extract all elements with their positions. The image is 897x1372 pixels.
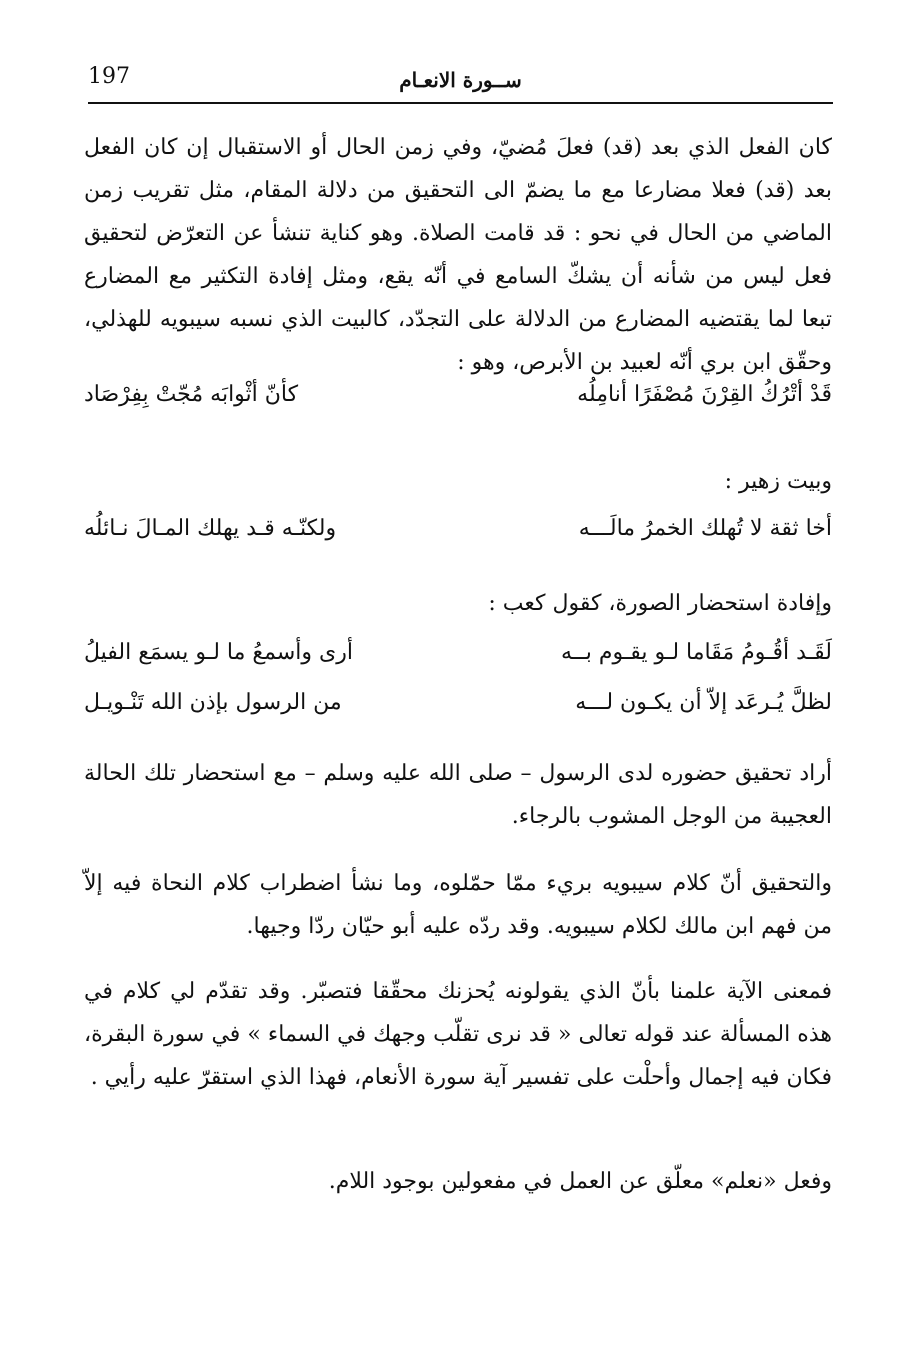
verse-line-4 — [84, 690, 832, 734]
paragraph-1: كان الفعل الذي بعد (قد) فعلَ مُضيّ، وفي زمن الحال أو الاستقبال إن كان الفعل بعد (قد) فعلا مضارعا مع ما يضمّ الى التحقيق من دلالة المقام، مثل تقريب زمن الماضي من الحال في نحو : قد قامت الصلاة. وهو كناية تنشأ عن التعرّض لتحقيق فعل ليس من شأنه أن يشكّ السامع في أنّه يقع، ومثل إفادة التكثير مع المضارع تبعا لما يقتضيه المضارع من الدلالة على التجدّد، كالبيت الذي نسبه سيبويه للهذلي، وحقّق ابن بري أنّه لعبيد بن الأبرص، وهو : — [84, 135, 832, 375]
intro-zuhair: وبيت زهير : — [724, 469, 832, 494]
page-header — [88, 62, 833, 104]
verse-hemistich-second: من الرسول بإذن الله تَنْـويـل — [84, 690, 342, 715]
verse-hemistich-second: كأنّ أثْوابَه مُجّتْ بِفِرْصَاد — [84, 382, 299, 407]
running-title: ســورة الانعـام — [399, 68, 522, 92]
verse-hemistich-first: لَقَـد أقُـومُ مَقَاما لـو يقـوم بــه — [561, 640, 832, 665]
verse-hemistich-first: قَدْ أتْرُكُ القِرْنَ مُصْفَرًا أنامِلُه — [577, 382, 832, 407]
intro-kaab: وإفادة استحضار الصورة، كقول كعب : — [488, 591, 832, 616]
paragraph-4: فمعنى الآية علمنا بأنّ الذي يقولونه يُحزنك محقّقا فتصبّر. وقد تقدّم لي كلام في هذه المسألة عند قوله تعالى « قد نرى تقلّب وجهك في السماء » في سورة البقرة، فكان فيه إجمال وأحلْت على تفسير آية سورة الأنعام، فهذا الذي استقرّ عليه رأيي . — [84, 979, 832, 1090]
verse-hemistich-first: لظلَّ يُـرعَد إلاّ أن يكـون لـــه — [575, 690, 832, 715]
paragraph-3: والتحقيق أنّ كلام سيبويه بريء ممّا حمّلوه، وما نشأ اضطراب كلام النحاة فيه إلاّ من فهم ابن مالك لكلام سيبويه. وقد ردّه عليه أبو حيّان ردّا وجيها. — [84, 871, 832, 939]
verse-hemistich-first: أخا ثقة لا تُهلك الخمرُ مالَـــه — [578, 516, 832, 541]
paragraph-2: أراد تحقيق حضوره لدى الرسول – صلى الله عليه وسلم – مع استحضار تلك الحالة العجيبة من الوجل المشوب بالرجاء. — [84, 761, 832, 829]
verse-line-1 — [84, 382, 832, 426]
page-number: 197 — [88, 64, 130, 89]
verse-hemistich-second: ولكنّـه قـد يهلك المـالَ نـائلُه — [84, 516, 337, 541]
verse-line-2 — [84, 516, 832, 560]
paragraph-5: وفعل «نعلم» معلّق عن العمل في مفعولين بوجود اللام. — [328, 1169, 832, 1194]
verse-line-3 — [84, 640, 832, 684]
verse-hemistich-second: أرى وأسمعُ ما لـو يسمَع الفيلُ — [84, 640, 353, 665]
